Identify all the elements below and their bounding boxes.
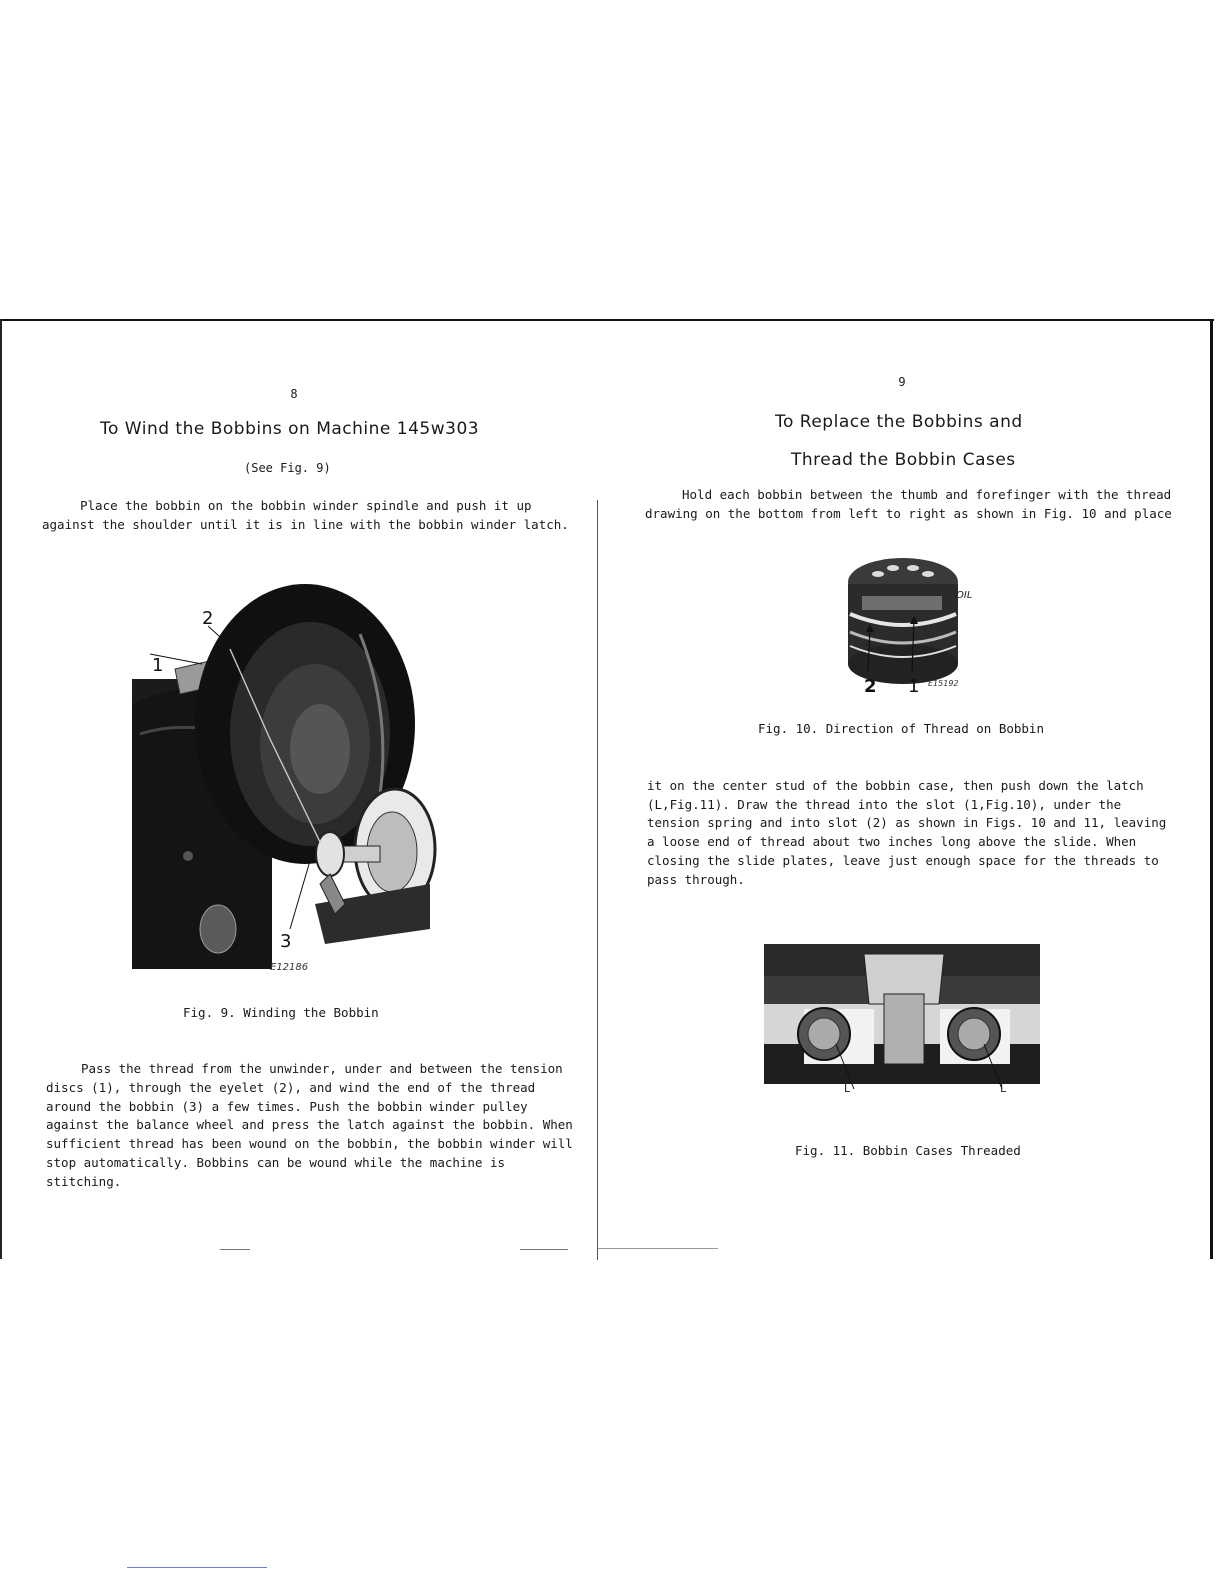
body-line: stop automatically. Bobbins can be wound while the machine is xyxy=(46,1155,506,1170)
fig9-callout-2: 2 xyxy=(202,608,214,629)
fig9-code: E12186 xyxy=(270,962,309,973)
body-line: closing the slide plates, leave just enough space for the threads to xyxy=(647,853,1159,868)
fig9-bobbin-winder-photo xyxy=(130,584,440,974)
fig11-callout-L-left: L xyxy=(844,1082,851,1094)
body-line: it on the center stud of the bobbin case, then push down the latch xyxy=(647,778,1144,793)
fig9-callout-1: 1 xyxy=(152,655,164,676)
page-number: 8 xyxy=(290,387,298,401)
page-title-line1: To Replace the Bobbins and xyxy=(775,412,1023,432)
right-page xyxy=(598,319,1210,1259)
fig9-caption: Fig. 9. Winding the Bobbin xyxy=(183,1005,379,1020)
fig10-code: E15192 xyxy=(928,679,959,688)
body-line: sufficient thread has been wound on the bobbin, the bobbin winder will xyxy=(46,1136,573,1151)
fig10-callout-1: 1 xyxy=(908,676,920,697)
page-title: To Wind the Bobbins on Machine 145w303 xyxy=(100,419,480,439)
page-number: 9 xyxy=(898,375,906,389)
body-line: tension spring and into slot (2) as shown in Figs. 10 and 11, leaving xyxy=(647,815,1167,830)
fig10-bobbin-photo xyxy=(828,544,988,704)
fig11-callout-L-right: L xyxy=(1000,1082,1007,1094)
fig10-callout-2: 2 xyxy=(864,676,877,697)
body-line: discs (1), through the eyelet (2), and wind the end of the thread xyxy=(46,1080,536,1095)
fig10-caption: Fig. 10. Direction of Thread on Bobbin xyxy=(758,721,1044,736)
body-line: pass through. xyxy=(647,872,745,887)
intro-line: against the shoulder until it is in line with the bobbin winder latch. xyxy=(42,517,569,532)
body-line: against the balance wheel and press the latch against the bobbin. When xyxy=(46,1117,573,1132)
body-line: Pass the thread from the unwinder, under and between the tension xyxy=(81,1061,563,1076)
intro-line: drawing on the bottom from left to right as shown in Fig. 10 and place xyxy=(645,506,1172,521)
fig10-oil-label: OIL xyxy=(956,590,973,601)
page-frame-right-border xyxy=(1210,319,1213,1259)
page-title-line2: Thread the Bobbin Cases xyxy=(791,450,1016,470)
fig9-callout-3: 3 xyxy=(280,931,292,952)
left-page xyxy=(0,319,597,1259)
fig11-caption: Fig. 11. Bobbin Cases Threaded xyxy=(795,1143,1021,1158)
body-line: stitching. xyxy=(46,1174,122,1189)
body-line: (L,Fig.11). Draw the thread into the slot (1,Fig.10), under the xyxy=(647,797,1122,812)
intro-line: Place the bobbin on the bobbin winder spindle and push it up xyxy=(80,498,532,513)
bottom-underline xyxy=(127,1567,267,1568)
intro-line: Hold each bobbin between the thumb and forefinger with the thread xyxy=(682,487,1172,502)
body-line: around the bobbin (3) a few times. Push the bobbin winder pulley xyxy=(46,1099,528,1114)
body-line: a loose end of thread about two inches long above the slide. When xyxy=(647,834,1137,849)
fig11-bobbin-cases-photo xyxy=(764,944,1040,1094)
see-figure-note: (See Fig. 9) xyxy=(244,461,331,475)
